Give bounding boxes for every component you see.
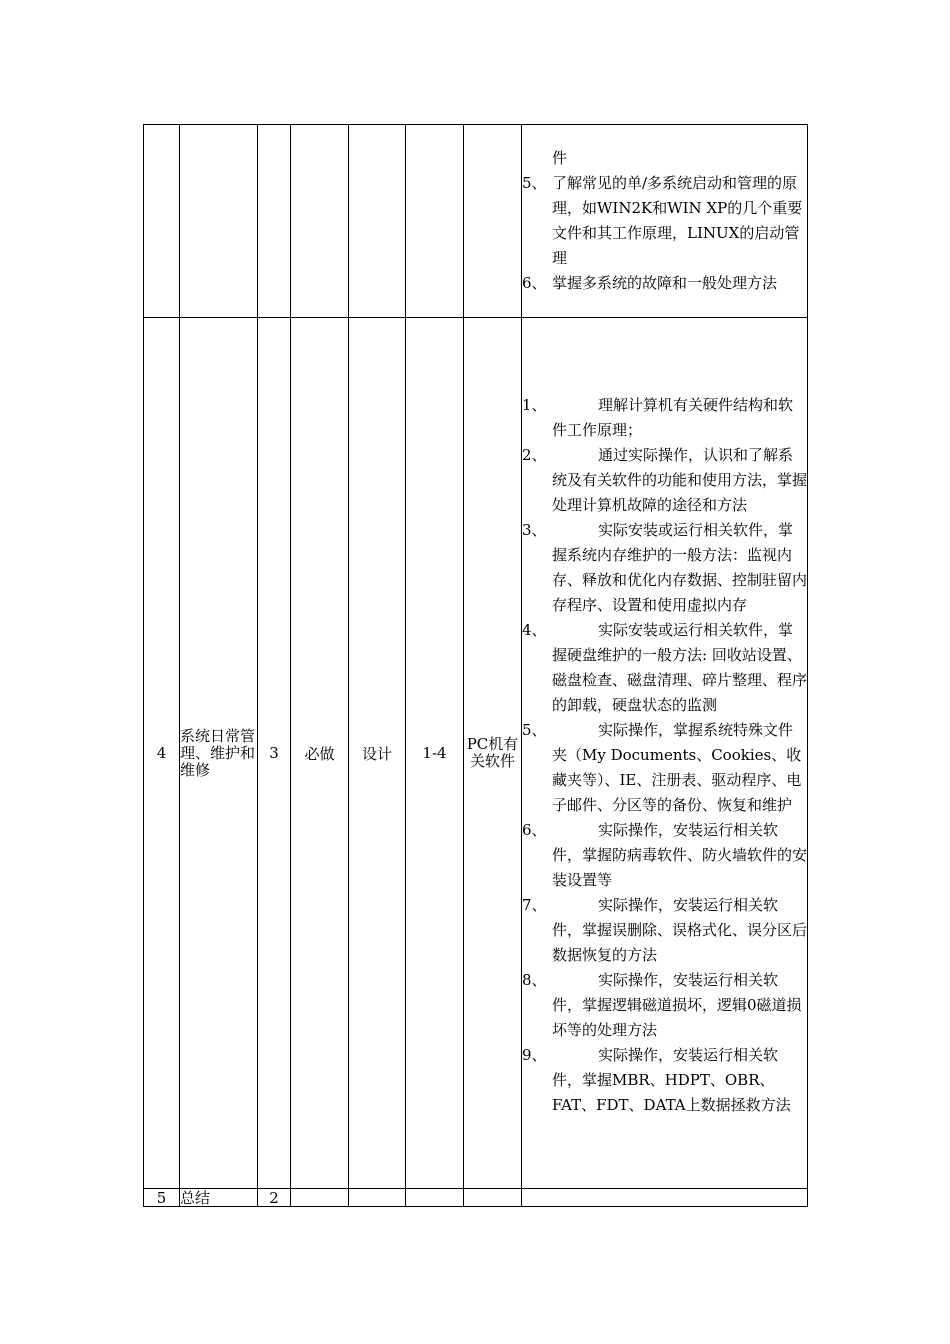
course-table [143, 124, 808, 1207]
cell-group [406, 125, 464, 318]
item-number: 6、 [522, 274, 547, 292]
cell-type [349, 125, 406, 318]
list-item [522, 271, 807, 296]
cell-hours [258, 125, 291, 318]
item-text: 实际操作，掌握系统特殊文件夹（My Documents、Cookies、收藏夹等）、IE、注册表、驱动程序、电子邮件、分区等的备份、恢复和维护 [552, 720, 802, 814]
cell-resources [464, 1189, 522, 1207]
item-text: 掌握多系统的故障和一般处理方法 [552, 274, 778, 292]
cell-content [522, 318, 808, 1189]
cell-requirement: 必做 [291, 318, 349, 1189]
item-text: 实际操作，安装运行相关软件，掌握防病毒软件、防火墙软件的安装设置等 [552, 820, 808, 889]
item-number: 7、 [522, 895, 547, 914]
cell-name: 总结 [180, 1189, 258, 1207]
item-text: 实际操作，安装运行相关软件，掌握误删除、误格式化、误分区后数据恢复的方法 [552, 895, 808, 964]
item-number: 5、 [522, 174, 547, 192]
list-item [522, 968, 807, 1043]
cell-requirement [291, 1189, 349, 1207]
cell-type [349, 1189, 406, 1207]
table-row-continued [144, 125, 808, 318]
cell-no: 4 [144, 318, 180, 1189]
list-item [522, 518, 807, 618]
cell-type: 设计 [349, 318, 406, 1189]
cell-hours: 3 [258, 318, 291, 1189]
list-item [522, 171, 807, 271]
cell-hours: 2 [258, 1189, 291, 1207]
item-number: 4、 [522, 620, 547, 639]
item-text: 理解计算机有关硬件结构和软件工作原理； [552, 395, 794, 439]
item-number: 6、 [522, 820, 547, 839]
item-text: 通过实际操作，认识和了解系统及有关软件的功能和使用方法，掌握处理计算机故障的途径和方法 [552, 445, 808, 514]
item-number: 8、 [522, 970, 547, 989]
item-text: 实际操作，安装运行相关软件，掌握逻辑磁道损坏，逻辑0磁道损坏等的处理方法 [552, 970, 802, 1039]
list-item [522, 618, 807, 718]
cell-group: 1-4 [406, 318, 464, 1189]
item-number: 9、 [522, 1045, 547, 1064]
table-row-4 [144, 318, 808, 1189]
list-item [522, 893, 807, 968]
content-continued-text: 件 [552, 149, 568, 167]
list-item [522, 393, 807, 443]
cell-no [144, 125, 180, 318]
cell-name: 系统日常管理、维护和维修 [180, 318, 258, 1189]
item-number: 1、 [522, 395, 547, 414]
list-item [522, 1043, 807, 1118]
item-number: 2、 [522, 445, 547, 464]
cell-name [180, 125, 258, 318]
item-text: 实际操作，安装运行相关软件，掌握MBR、HDPT、OBR、FAT、FDT、DATA上数据拯救方法 [552, 1045, 791, 1114]
item-number: 3、 [522, 520, 547, 539]
cell-resources [464, 125, 522, 318]
item-number: 5、 [522, 720, 547, 739]
cell-content [522, 1189, 808, 1207]
list-item [522, 818, 807, 893]
cell-content [522, 125, 808, 318]
list-item [522, 718, 807, 818]
list-item [522, 443, 807, 518]
cell-no: 5 [144, 1189, 180, 1207]
item-text: 实际安装或运行相关软件，掌握系统内存维护的一般方法：监视内存、释放和优化内存数据、控制驻留内存程序、设置和使用虚拟内存 [552, 520, 808, 614]
item-text: 实际安装或运行相关软件，掌握硬盘维护的一般方法: 回收站设置、磁盘检查、磁盘清理、碎片整理、程序的卸载，硬盘状态的监测 [552, 620, 808, 714]
cell-group [406, 1189, 464, 1207]
table-row-5 [144, 1189, 808, 1207]
cell-resources: PC机有关软件 [464, 318, 522, 1189]
item-text: 了解常见的单/多系统启动和管理的原理，如WIN2K和WIN XP的几个重要文件和其工作原理，LINUX的启动管理 [552, 174, 803, 267]
cell-requirement [291, 125, 349, 318]
